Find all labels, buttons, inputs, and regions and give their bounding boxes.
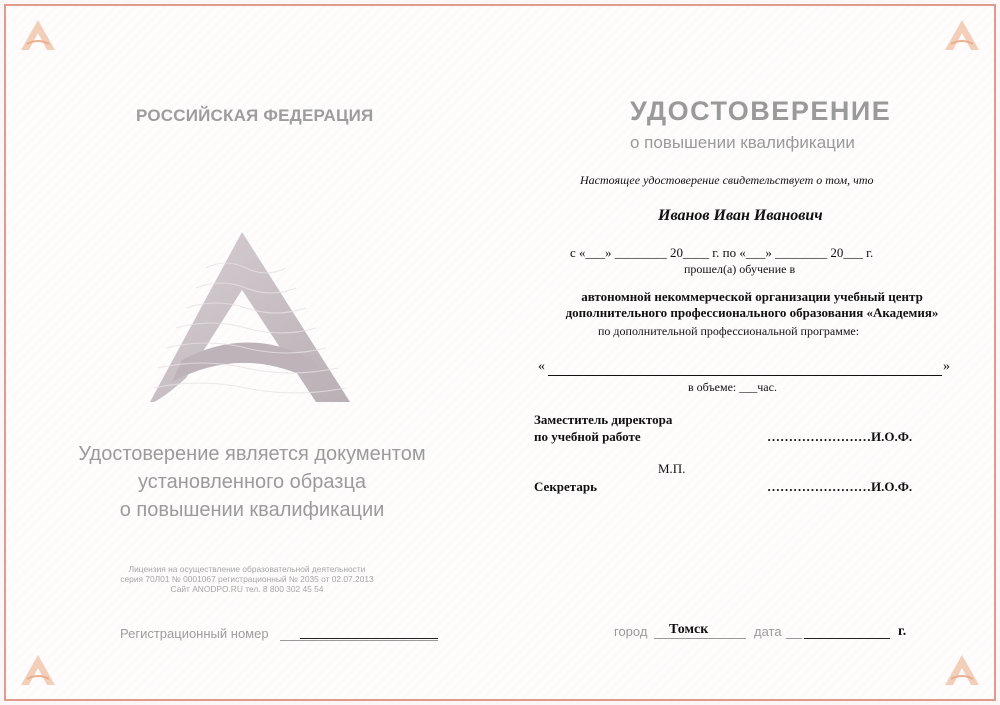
certificate-title: УДОСТОВЕРЕНИЕ (630, 96, 892, 126)
program-name-field[interactable] (548, 375, 942, 376)
statement-line: о повышении квалификации (119, 499, 385, 521)
secretary-signature[interactable]: ……………………И.О.Ф. (767, 479, 913, 494)
statement-line: Удостоверение является документом (78, 443, 426, 465)
academy-logo-icon (146, 228, 354, 406)
secretary-title: Секретарь (534, 479, 597, 494)
license-line: Лицензия на осуществление образовательной деятельности (128, 564, 366, 574)
registration-number-field[interactable] (300, 638, 438, 639)
program-quote-open: « (538, 359, 545, 374)
license-line: Сайт ANODPO.RU тел. 8 800 302 45 54 (170, 584, 324, 594)
program-quote-close: » (943, 359, 950, 374)
year-suffix: г. (898, 624, 907, 639)
corner-ornament-icon (942, 18, 982, 52)
registration-guide-line (280, 640, 438, 641)
organization-name (522, 289, 982, 321)
deputy-title-line2: по учебной работе (534, 429, 641, 444)
city-guide-line (654, 638, 746, 639)
certificate-subtitle: о повышении квалификации (630, 133, 855, 152)
registration-label: Регистрационный номер (120, 626, 269, 641)
program-label: по дополнительной профессиональной программе: (598, 324, 860, 338)
passed-training-text: прошел(а) обучение в (684, 262, 796, 276)
country-heading: РОССИЙСКАЯ ФЕДЕРАЦИЯ (136, 106, 374, 125)
holder-name[interactable]: Иванов Иван Иванович (658, 207, 823, 224)
date-field[interactable] (804, 638, 890, 639)
statement-line: установленного образца (137, 471, 367, 493)
statement (32, 440, 472, 524)
deputy-signature[interactable]: ……………………И.О.Ф. (767, 429, 913, 444)
city-label: город (614, 624, 648, 639)
corner-ornament-icon (18, 18, 58, 52)
organization-line: автономной некоммерческой организации учебный центр (581, 289, 923, 304)
training-dates[interactable]: с «___» ________ 20____ г. по «___» ________ 20___ г. (570, 245, 874, 260)
program-volume[interactable]: в объеме: ___час. (688, 380, 777, 394)
certificate-sheet (4, 4, 996, 701)
corner-ornament-icon (18, 653, 58, 687)
license-info (62, 564, 432, 594)
date-guide-line (786, 638, 802, 639)
city-value[interactable]: Томск (669, 622, 709, 637)
corner-ornament-icon (942, 653, 982, 687)
attest-text: Настоящее удостоверение свидетельствует о том, что (580, 173, 874, 187)
stamp-place: М.П. (658, 461, 686, 476)
organization-line: дополнительного профессионального образования «Академия» (565, 305, 939, 320)
license-line: серия 70Л01 № 0001067 регистрационный № 2035 от 02.07.2013 (120, 574, 374, 584)
deputy-title-line1: Заместитель директора (534, 412, 673, 427)
date-label: дата (754, 624, 782, 639)
